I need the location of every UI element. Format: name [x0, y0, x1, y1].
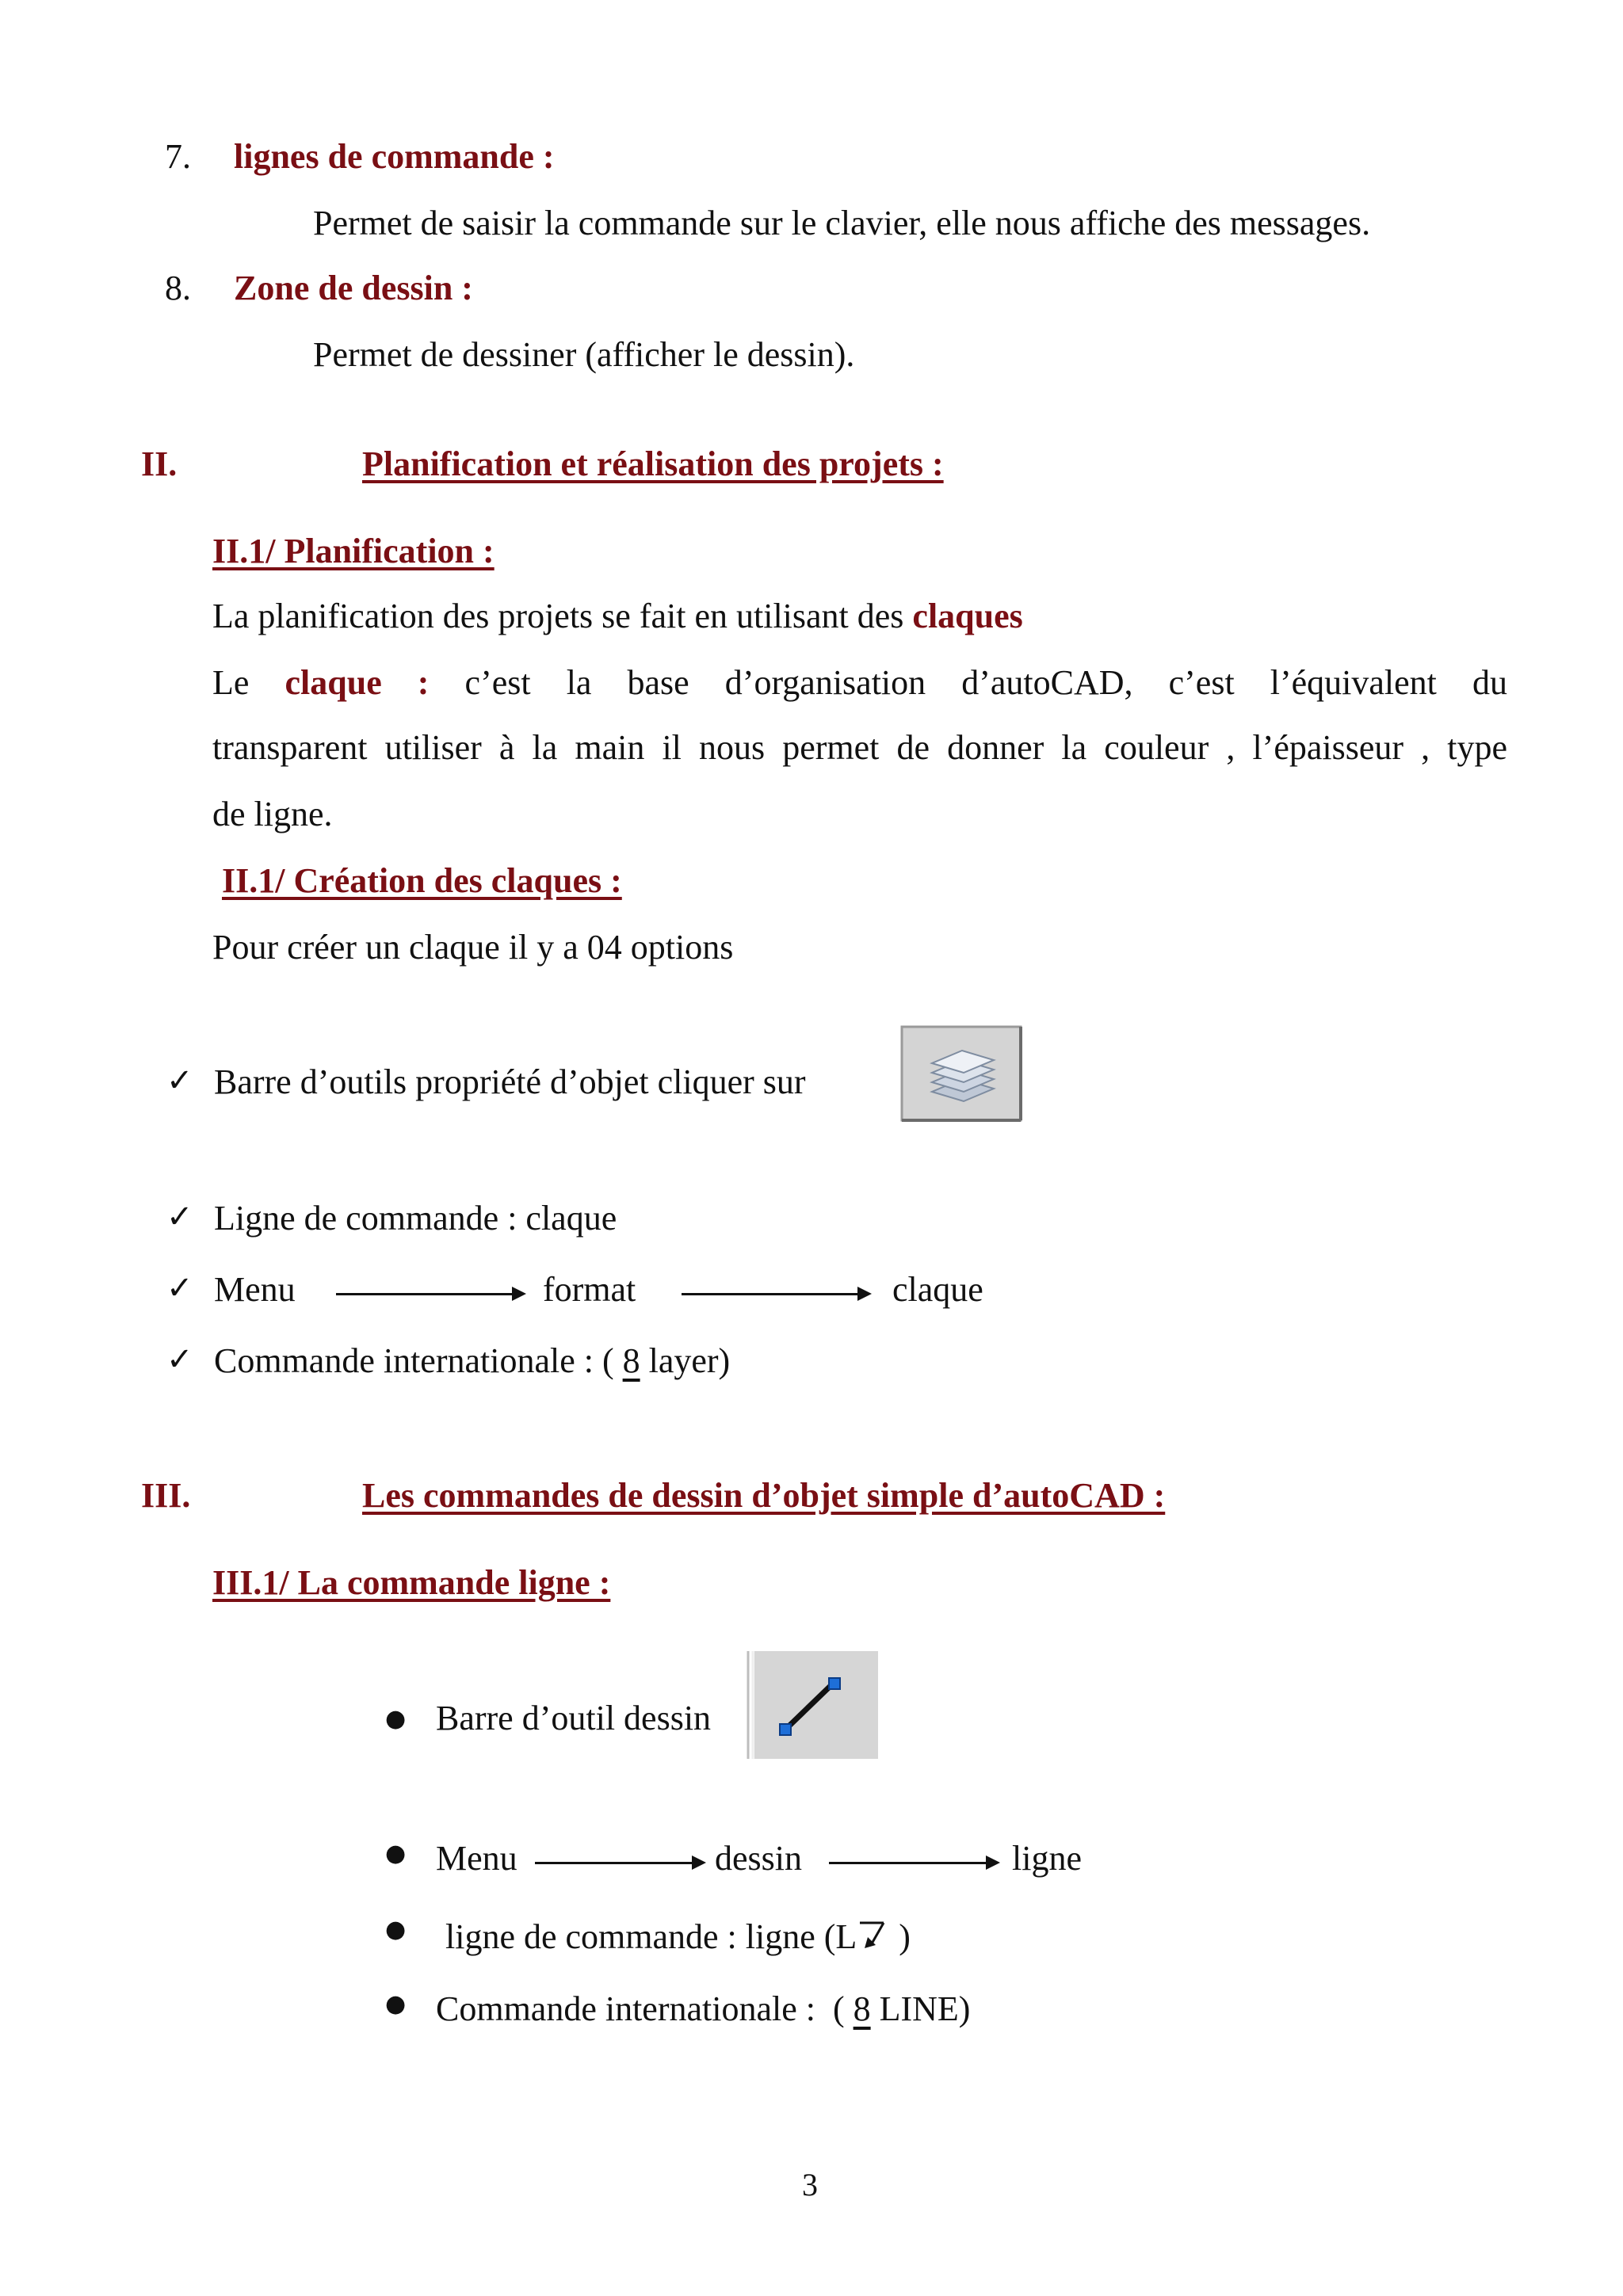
- section-2-1-title: II.1/ Planification :: [212, 532, 495, 570]
- section-2-title: Planification et réalisation des projets :: [362, 444, 944, 483]
- item-8-number: 8.: [165, 269, 191, 307]
- bullet-icon: ●: [385, 1916, 407, 1943]
- option-4-post: layer): [640, 1341, 731, 1380]
- line-tool-icon: [745, 1650, 880, 1760]
- paragraph-2-line-3: de ligne.: [212, 795, 333, 833]
- arrow-right-icon: [829, 1862, 997, 1864]
- option-4-text: [214, 1341, 730, 1383]
- bullet-icon: ●: [385, 1705, 407, 1733]
- enter-key-icon: [857, 1913, 890, 1948]
- section-3-title: Les commandes de dessin d’objet simple d’autoCAD :: [362, 1476, 1166, 1515]
- item-7-title: lignes de commande :: [234, 137, 555, 176]
- item-8-title: Zone de dessin :: [234, 269, 473, 307]
- item-7-number: 7.: [165, 137, 191, 176]
- bullet-icon: ●: [385, 1990, 407, 2018]
- paragraph-1-bold: claques: [912, 597, 1023, 635]
- paragraph-2-line-2: [212, 727, 1507, 769]
- option-3-claque: claque: [892, 1270, 983, 1309]
- checkmark-icon: ✓: [166, 1199, 193, 1235]
- option-1-text: Barre d’outils propriété d’objet cliquer sur: [214, 1062, 806, 1101]
- paragraph-2-pre: Le: [212, 663, 285, 702]
- item-8-desc: Permet de dessiner (afficher le dessin).: [313, 335, 855, 374]
- bullet-2-menu: Menu: [436, 1839, 517, 1878]
- arrow-right-icon: [535, 1862, 703, 1864]
- option-3-menu: Menu: [214, 1270, 296, 1309]
- paragraph-1-text: La planification des projets se fait en utilisant des: [212, 597, 913, 635]
- section-3-1-title: III.1/ La commande ligne :: [212, 1563, 611, 1602]
- section-3-numeral: III.: [141, 1476, 191, 1515]
- paragraph-2-line-1: [212, 662, 1507, 704]
- item-7-desc: Permet de saisir la commande sur le clavier, elle nous affiche des messages.: [313, 204, 1371, 242]
- section-2-2-title: II.1/ Création des claques :: [222, 861, 622, 900]
- bullet-2-dessin: dessin: [715, 1839, 802, 1878]
- arrow-right-icon: [682, 1293, 869, 1295]
- checkmark-icon: ✓: [166, 1270, 193, 1306]
- paragraph-2-rest: c’est la base d’organisation d’autoCAD, c’est l’équivalent du: [429, 663, 1507, 702]
- bullet-1-text: Barre d’outil dessin: [436, 1699, 712, 1737]
- bullet-3-pre: ligne de commande : ligne (L: [445, 1917, 857, 1956]
- bullet-4-post: LINE): [870, 1989, 971, 2028]
- section-2-numeral: II.: [141, 444, 178, 483]
- paragraph-2-line-2-text: transparent utiliser à la main il nous permet de donner la couleur , l’épaisseur , type: [212, 728, 1507, 767]
- checkmark-icon: ✓: [166, 1341, 193, 1378]
- paragraph-1: [212, 596, 1023, 638]
- option-3-format: format: [543, 1270, 636, 1309]
- bullet-icon: ●: [385, 1840, 407, 1867]
- option-4-pre: Commande internationale : (: [214, 1341, 623, 1380]
- paragraph-2-bold: claque :: [285, 663, 430, 702]
- bullet-3-post: ): [890, 1917, 911, 1956]
- bullet-4-pre: Commande internationale : (: [436, 1989, 854, 2028]
- option-2-text: Ligne de commande : claque: [214, 1199, 617, 1238]
- bullet-3-text: [445, 1913, 911, 1958]
- bullet-4-key: 8: [853, 1989, 871, 2028]
- layers-icon: [900, 1025, 1024, 1123]
- page-number: 3: [802, 2167, 818, 2203]
- option-4-key: 8: [622, 1341, 640, 1380]
- bullet-2-ligne: ligne: [1012, 1839, 1082, 1878]
- arrow-right-icon: [336, 1293, 523, 1295]
- bullet-4-text: [436, 1989, 970, 2031]
- options-intro: Pour créer un claque il y a 04 options: [212, 928, 734, 967]
- checkmark-icon: ✓: [166, 1062, 193, 1099]
